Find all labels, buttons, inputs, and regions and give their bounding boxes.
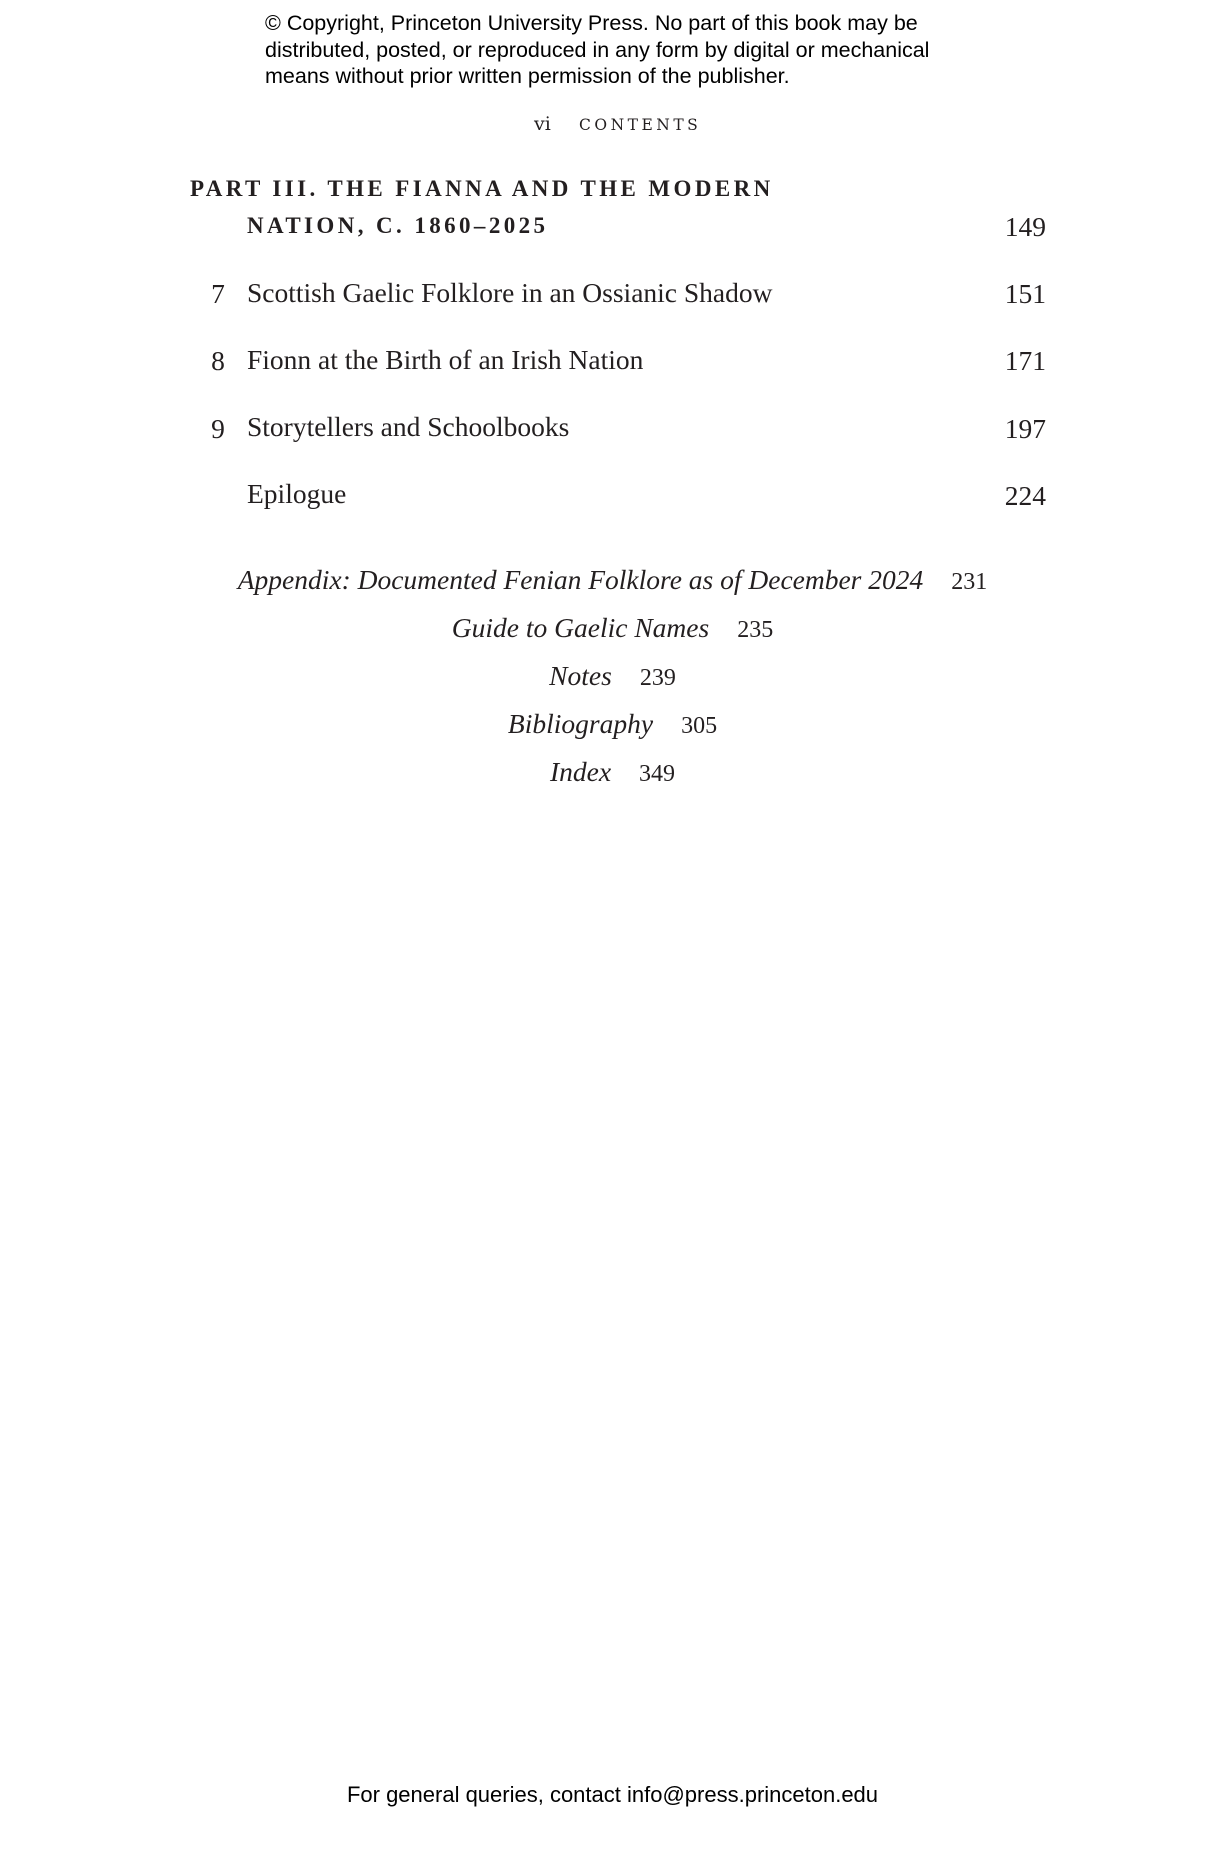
chapter-number: 7 xyxy=(211,278,225,309)
footer-contact: For general queries, contact info@press.princeton.edu xyxy=(346,1782,879,1807)
back-matter-title: Index xyxy=(549,756,612,787)
chapter-number: 8 xyxy=(211,345,225,376)
back-matter-page-number: 305 xyxy=(681,713,718,739)
back-matter-item xyxy=(0,612,1225,644)
back-matter-item xyxy=(0,708,1225,740)
part-heading-line-1: PART III. THE FIANNA AND THE MODERN xyxy=(190,176,774,201)
back-matter-title: Guide to Gaelic Names xyxy=(451,612,710,643)
chapter-title: Storytellers and Schoolbooks xyxy=(247,411,570,442)
chapter-page-number: 224 xyxy=(1004,480,1046,511)
copyright-notice xyxy=(265,10,965,90)
back-matter-item xyxy=(0,660,1225,692)
back-matter-page-number: 231 xyxy=(951,569,988,595)
page-folio: vi xyxy=(534,113,551,135)
chapter-title: Fionn at the Birth of an Irish Nation xyxy=(247,344,644,375)
chapter-page-number: 151 xyxy=(1004,278,1046,309)
chapter-title: Scottish Gaelic Folklore in an Ossianic Shadow xyxy=(247,277,773,308)
back-matter-title: Bibliography xyxy=(507,708,654,739)
chapter-number: 9 xyxy=(211,413,225,444)
back-matter-item xyxy=(0,564,1225,596)
chapter-page-number: 197 xyxy=(1004,413,1046,444)
chapter-title: Epilogue xyxy=(247,478,347,509)
copyright-line-1: © Copyright, Princeton University Press. No part of this book may be xyxy=(265,11,918,35)
back-matter-title: Appendix: Documented Fenian Folklore as of December 2024 xyxy=(237,564,924,595)
chapter-page-number: 171 xyxy=(1004,345,1046,376)
back-matter-item xyxy=(0,756,1225,788)
copyright-line-3: means without prior written permission of the publisher. xyxy=(265,64,790,88)
part-heading-line-2: NATION, C. 1860–2025 xyxy=(247,213,549,238)
part-page-number: 149 xyxy=(1004,211,1046,242)
copyright-line-2: distributed, posted, or reproduced in any form by digital or mechanical xyxy=(265,37,930,62)
back-matter-page-number: 239 xyxy=(639,665,676,691)
back-matter-page-number: 349 xyxy=(639,761,676,787)
back-matter-page-number: 235 xyxy=(737,617,774,643)
running-head-title: CONTENTS xyxy=(579,116,702,134)
back-matter-title: Notes xyxy=(549,660,612,691)
